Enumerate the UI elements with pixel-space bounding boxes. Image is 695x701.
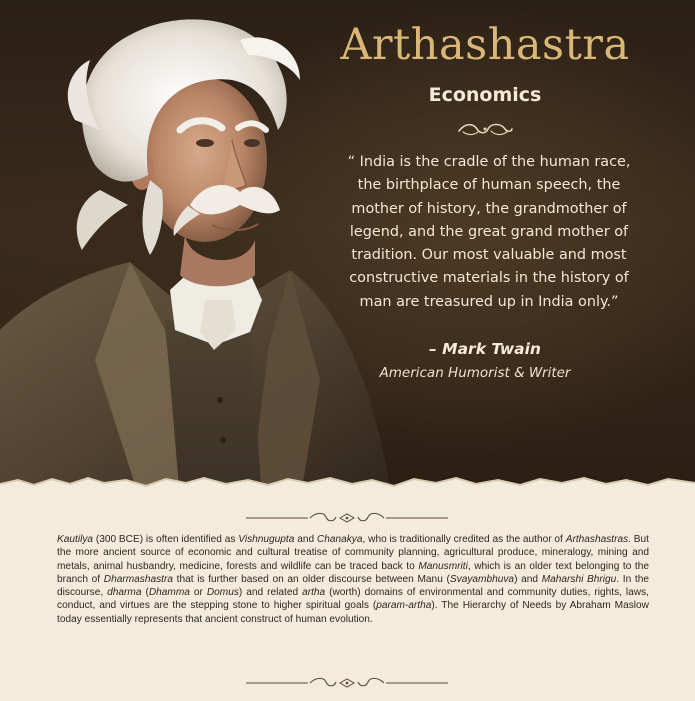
body-text-segment: or: [189, 587, 207, 599]
body-text-segment: , which is an older text belonging to the branch of: [57, 560, 649, 585]
body-text-italic: artha: [302, 587, 326, 599]
body-text-segment: . In the discourse,: [57, 573, 649, 599]
body-text-italic: Vishnugupta: [238, 534, 295, 545]
body-text-italic: Dharmashastra: [103, 573, 173, 585]
body-text-italic: Domus: [206, 587, 239, 599]
quote-text: [318, 151, 660, 314]
body-text-segment: that is further based on an older discourse between Manu (: [172, 573, 450, 585]
quote-line: “ India is the cradle of the human race,: [347, 154, 631, 170]
body-text-segment: (worth) domains of environmental and community duties, rights, laws, conduct, and virtues are the stepping stone to higher spiritual goals (: [57, 587, 649, 612]
body-text-segment: (300 BCE) is often identified as: [93, 534, 239, 545]
quote-author: – Mark Twain: [429, 340, 541, 358]
body-text-segment: (: [141, 587, 149, 599]
quote-line: mother of history, the grandmother of: [351, 200, 627, 217]
body-text-italic: dharma: [107, 587, 142, 599]
body-text-italic: Arthashastras: [565, 534, 629, 545]
quote-line: constructive materials in the history of: [349, 270, 629, 287]
quote-line: man are treasured up in India only.”: [359, 293, 619, 310]
page-title: Arthashastra: [340, 20, 630, 70]
body-text-segment: , who is traditionally credited as the author of: [362, 534, 566, 545]
body-text-italic: Dhamma: [148, 587, 190, 599]
body-text-segment: and: [294, 534, 317, 545]
divider-ornament-icon: [246, 511, 448, 525]
quote-line: the birthplace of human speech, the: [357, 177, 621, 194]
body-text-italic: Manusmriti: [418, 560, 468, 572]
quote-line: legend, and the great grand mother of: [349, 223, 629, 240]
body-text-italic: Svayambhuva: [449, 573, 515, 585]
body-text-italic: Kautilya: [57, 534, 94, 545]
body-text-segment: . But the more ancient source of economic and cultural treatise of community planning, agricultural produce, mineralogy, mining and metals, animal husbandry, medicine, forests and wildlife can be traced back to: [57, 534, 649, 572]
body-text-italic: param-artha: [376, 600, 432, 612]
divider-ornament-icon: [246, 676, 448, 690]
quote-line: tradition. Our most valuable and most: [351, 247, 627, 264]
body-text-segment: ) and related: [238, 587, 303, 599]
page-subtitle: Economics: [428, 84, 542, 106]
body-text-italic: Chanakya: [316, 534, 363, 545]
body-text-segment: ) and: [514, 573, 542, 585]
quote-author-role: American Humorist & Writer: [379, 365, 571, 381]
body-paragraph: [57, 533, 649, 626]
body-text-segment: ). The Hierarchy of Needs by Abraham Maslow today essentially represents that ancient construct of human evolution.: [57, 600, 649, 625]
body-text-italic: Maharshi Bhrigu: [541, 573, 617, 585]
flourish-ornament-icon: [455, 120, 515, 138]
